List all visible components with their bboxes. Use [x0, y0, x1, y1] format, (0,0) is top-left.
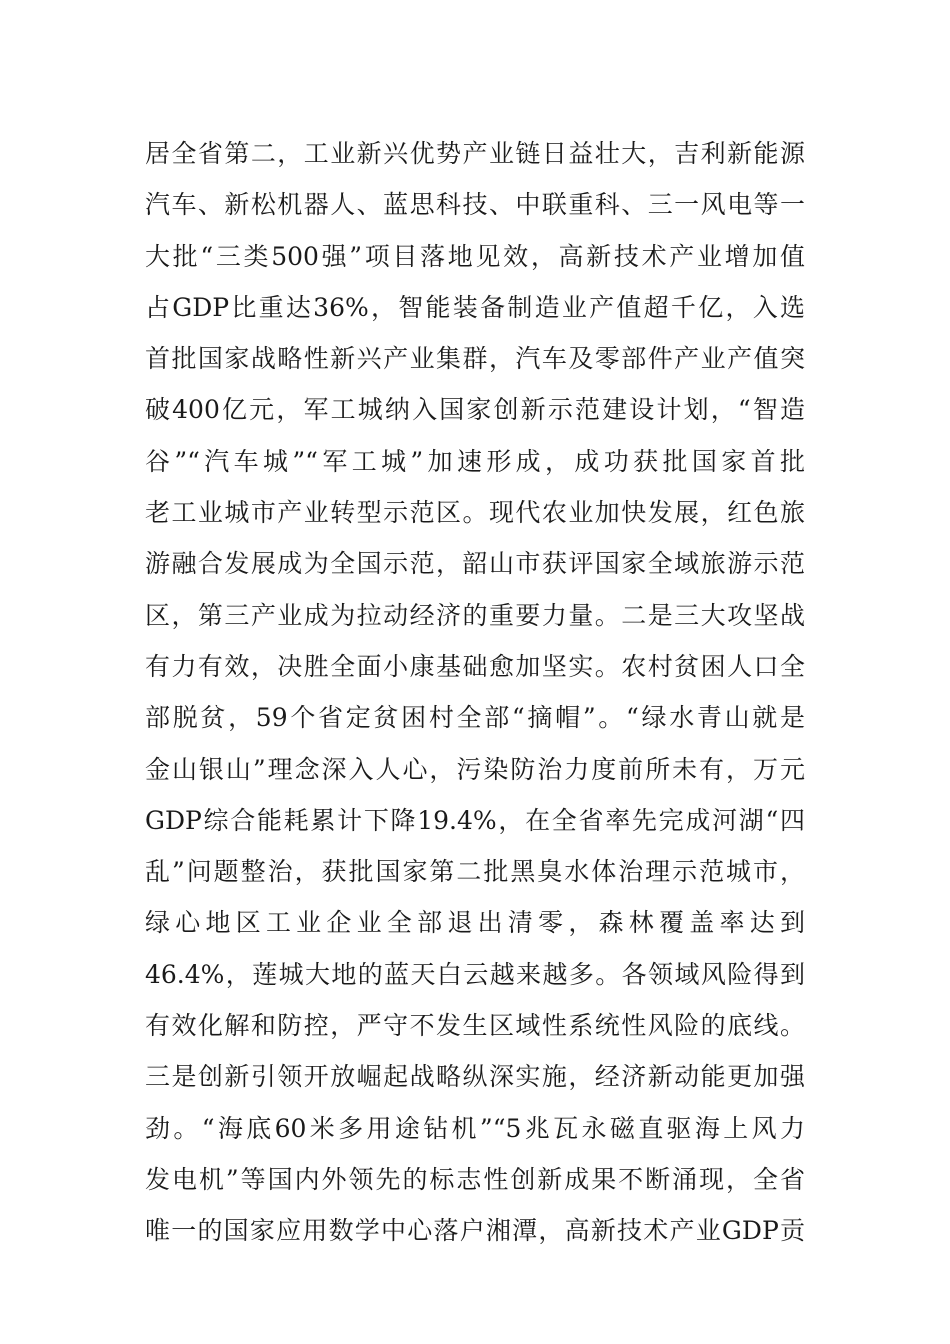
- text-line-20: 劲。“海底60米多用途钻机”“5兆瓦永磁直驱海上风力: [145, 1113, 805, 1143]
- text-line-22: 唯一的国家应用数学中心落户湘潭，高新技术产业GDP贡: [145, 1216, 805, 1246]
- text-line-18: 有效化解和防控，严守不发生区域性系统性风险的底线。: [145, 1011, 805, 1041]
- text-line-17: 46.4%，莲城大地的蓝天白云越来越多。各领域风险得到: [145, 959, 805, 989]
- text-line-6: 破400亿元，军工城纳入国家创新示范建设计划，“智造: [145, 395, 805, 425]
- text-line-19: 三是创新引领开放崛起战略纵深实施，经济新动能更加强: [145, 1062, 805, 1092]
- text-line-3: 大批“三类500强”项目落地见效，高新技术产业增加值: [145, 241, 805, 271]
- text-line-21: 发电机”等国内外领先的标志性创新成果不断涌现，全省: [145, 1164, 805, 1194]
- text-line-7: 谷”“汽车城”“军工城”加速形成，成功获批国家首批: [145, 446, 805, 476]
- text-line-16: 绿心地区工业企业全部退出清零，森林覆盖率达到: [145, 908, 805, 938]
- text-line-13: 金山银山”理念深入人心，污染防治力度前所未有，万元: [145, 754, 805, 784]
- text-line-5: 首批国家战略性新兴产业集群，汽车及零部件产业产值突: [145, 344, 805, 374]
- text-line-2: 汽车、新松机器人、蓝思科技、中联重科、三一风电等一: [145, 190, 805, 220]
- text-line-14: GDP综合能耗累计下降19.4%，在全省率先完成河湖“四: [145, 805, 805, 835]
- text-line-1: 居全省第二，工业新兴优势产业链日益壮大，吉利新能源: [145, 139, 805, 168]
- text-line-8: 老工业城市产业转型示范区。现代农业加快发展，红色旅: [145, 498, 805, 528]
- text-line-10: 区，第三产业成为拉动经济的重要力量。二是三大攻坚战: [145, 600, 805, 630]
- text-line-9: 游融合发展成为全国示范，韶山市获评国家全域旅游示范: [145, 549, 805, 579]
- text-line-4: 占GDP比重达36%，智能装备制造业产值超千亿，入选: [145, 292, 805, 322]
- text-line-12: 部脱贫，59个省定贫困村全部“摘帽”。“绿水青山就是: [145, 703, 805, 733]
- text-line-15: 乱”问题整治，获批国家第二批黑臭水体治理示范城市，: [145, 857, 805, 887]
- body-paragraph: [145, 128, 805, 1257]
- text-line-11: 有力有效，决胜全面小康基础愈加坚实。农村贫困人口全: [145, 651, 805, 681]
